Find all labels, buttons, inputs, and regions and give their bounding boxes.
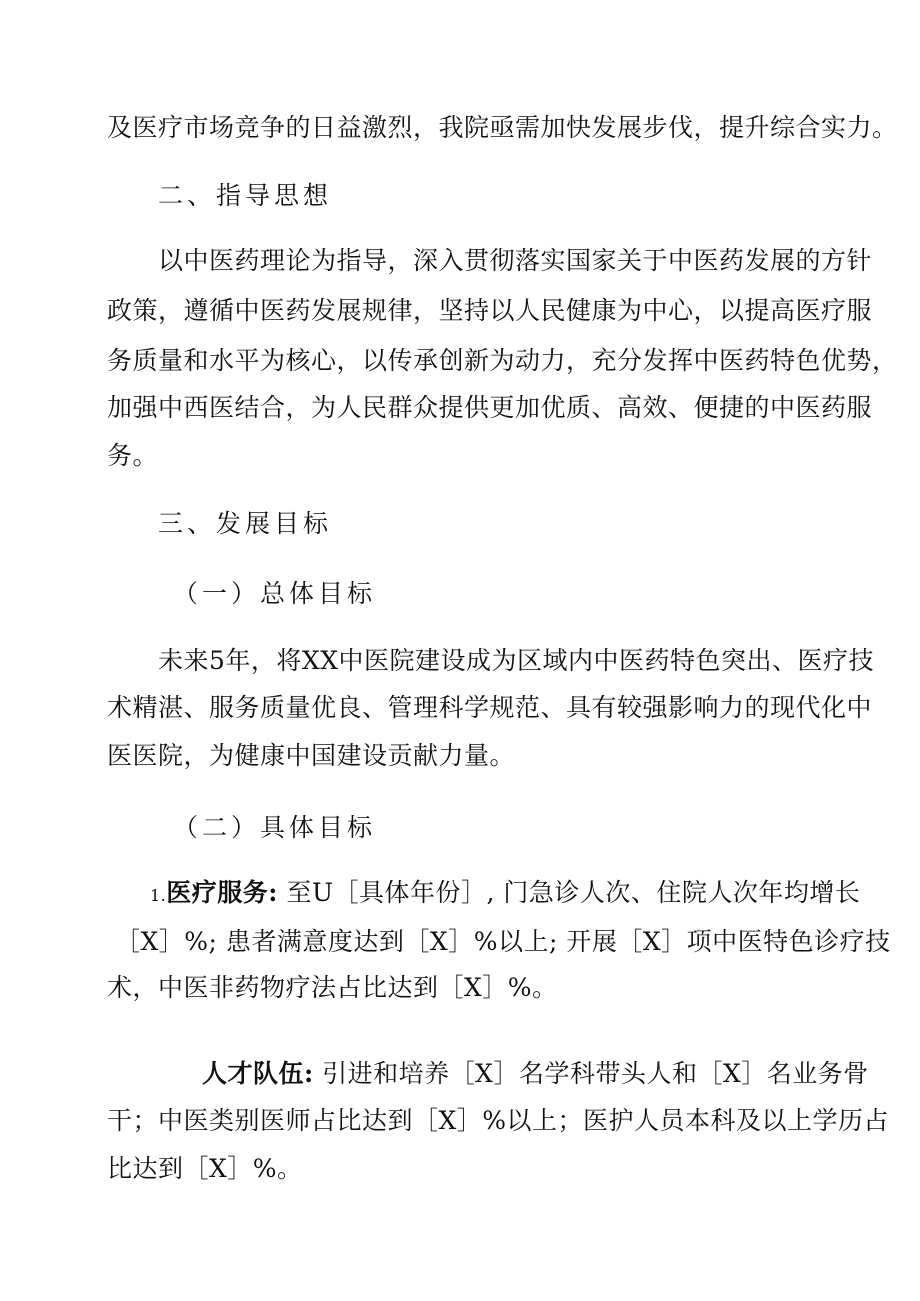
paragraph-line: 以中医药理论为指导，深入贯彻落实国家关于中医药发展的方针 [158, 246, 873, 275]
paragraph-line: 比达到［X］%。 [107, 1154, 303, 1183]
list-number: 1. [150, 886, 167, 905]
paragraph-line: 干；中医类别医师占比达到［X］%以上；医护人员本科及以上学历占 [107, 1106, 890, 1135]
section-heading-guiding-ideology: 二、指导思想 [158, 181, 333, 210]
list-item-text: 引进和培养［X］名学科带头人和［X］名业务骨 [313, 1059, 869, 1088]
subsection-heading-overall-goals: （一）总体目标 [173, 579, 377, 608]
paragraph-line: 未来5年，将XX中医院建设成为区域内中医药特色突出、医疗技 [158, 646, 875, 675]
paragraph-line: 医医院，为健康中国建设贡献力量。 [107, 741, 516, 770]
paragraph-line: 务质量和水平为核心，以传承创新为动力，充分发挥中医药特色优势， [107, 346, 898, 375]
list-item-talent-team [202, 1058, 869, 1090]
paragraph-line: 术，中医非药物疗法占比达到［X］%。 [107, 973, 558, 1002]
paragraph-line: 及医疗市场竞争的日益激烈，我院亟需加快发展步伐，提升综合实力。 [107, 113, 898, 142]
list-item-text: 至U［具体年份］, 门急诊人次、住院人次年均增长 [278, 878, 861, 907]
list-item-label: 人才队伍: [202, 1059, 314, 1088]
paragraph-line: 务。 [107, 441, 159, 470]
section-heading-development-goals: 三、发展目标 [158, 509, 333, 538]
list-item-label: 医疗服务: [166, 878, 278, 907]
subsection-heading-specific-goals: （二）具体目标 [173, 813, 377, 842]
paragraph-line: 加强中西医结合，为人民群众提供更加优质、高效、便捷的中医药服 [107, 393, 873, 422]
paragraph-line: 术精湛、服务质量优良、管理科学规范、具有较强影响力的现代化中 [107, 693, 873, 722]
paragraph-line: 政策，遵循中医药发展规律，坚持以人民健康为中心，以提高医疗服 [107, 296, 873, 325]
paragraph-line: ［X］%; 患者满意度达到［X］%以上; 开展［X］项中医特色诊疗技 [115, 927, 891, 956]
list-item-medical-service [150, 877, 860, 912]
